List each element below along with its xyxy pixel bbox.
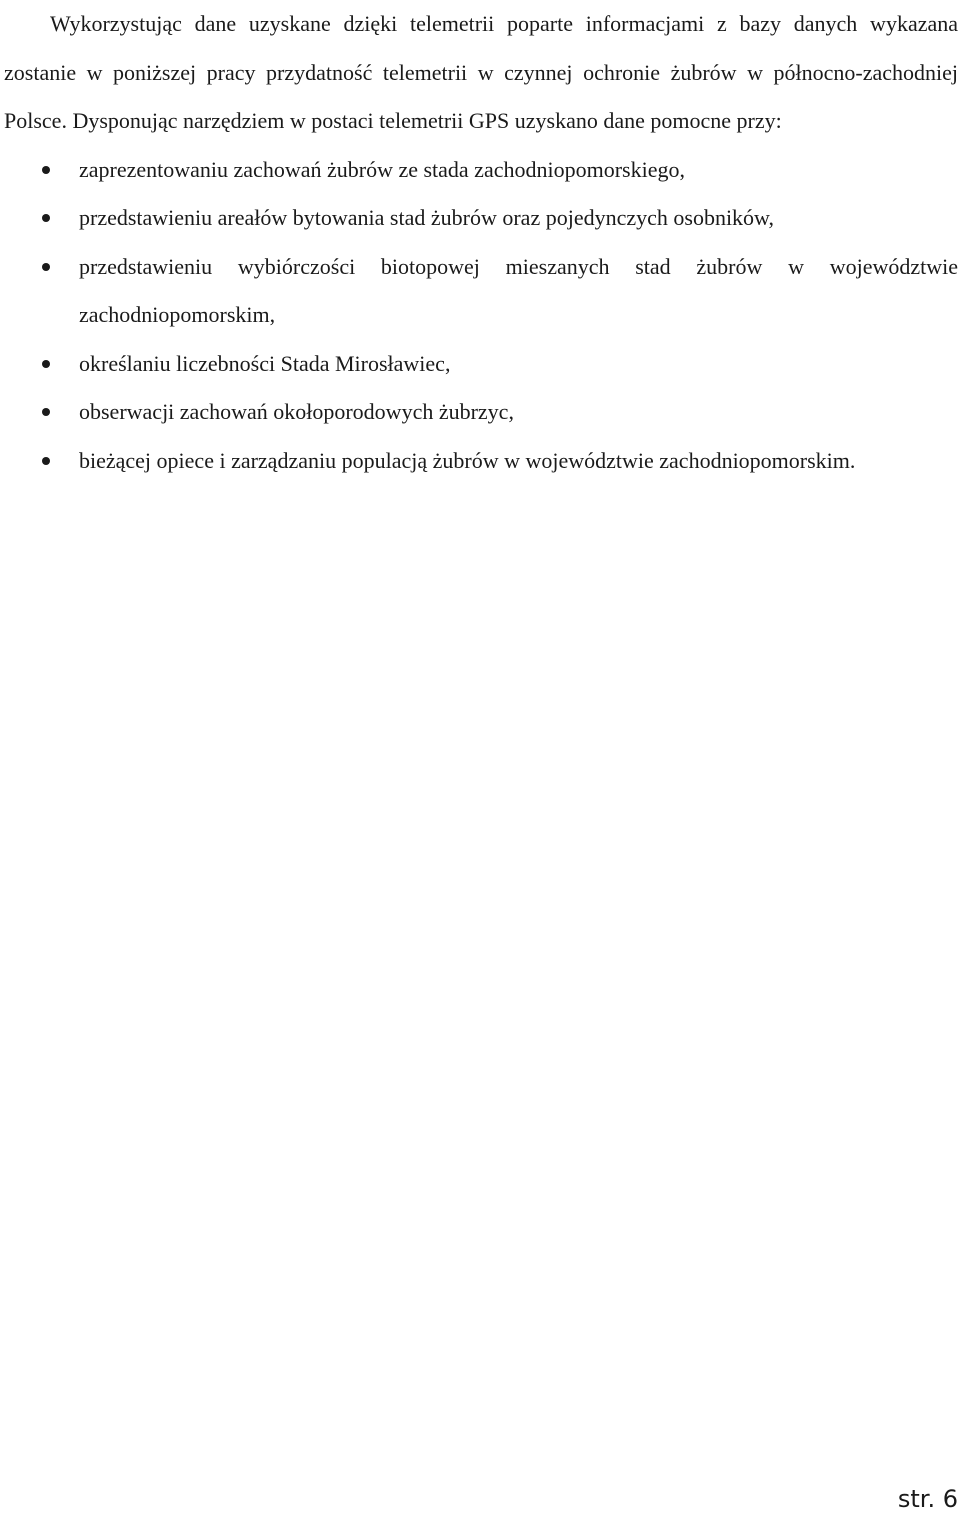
list-item xyxy=(4,340,958,389)
list-item xyxy=(4,243,958,340)
bullet-icon xyxy=(42,457,50,465)
list-item-text: przedstawieniu areałów bytowania stad żubrów oraz pojedynczych osobników, xyxy=(79,205,775,230)
intro-paragraph: Wykorzystując dane uzyskane dzięki telemetrii poparte informacjami z bazy danych wykazana zostanie w poniższej pracy przydatność telemetrii w czynnej ochronie żubrów w północno-zachodniej Polsce. Dysponując narzędziem w postaci telemetrii GPS uzyskano dane pomocne przy: xyxy=(4,11,958,133)
bullet-list xyxy=(4,146,958,486)
list-item-text: obserwacji zachowań okołoporodowych żubrzyc, xyxy=(79,399,514,424)
document-body xyxy=(4,0,958,485)
bullet-icon xyxy=(42,360,50,368)
bullet-icon xyxy=(42,263,50,271)
bullet-icon xyxy=(42,214,50,222)
list-item-text: określaniu liczebności Stada Mirosławiec, xyxy=(79,350,451,376)
list-item xyxy=(4,437,958,486)
page-number: str. 6 xyxy=(897,1485,958,1513)
list-item xyxy=(4,194,958,243)
list-item-text: bieżącej opiece i zarządzaniu populacją żubrów w województwie zachodniopomorskim. xyxy=(79,447,856,473)
list-item xyxy=(4,146,958,195)
list-item xyxy=(4,388,958,437)
list-item-text: przedstawieniu wybiórczości biotopowej mieszanych stad żubrów w województwie zachodniopomorskim, xyxy=(79,253,958,327)
list-item-text: zaprezentowaniu zachowań żubrów ze stada zachodniopomorskiego, xyxy=(79,156,685,182)
bullet-icon xyxy=(42,408,50,416)
bullet-icon xyxy=(42,166,50,174)
